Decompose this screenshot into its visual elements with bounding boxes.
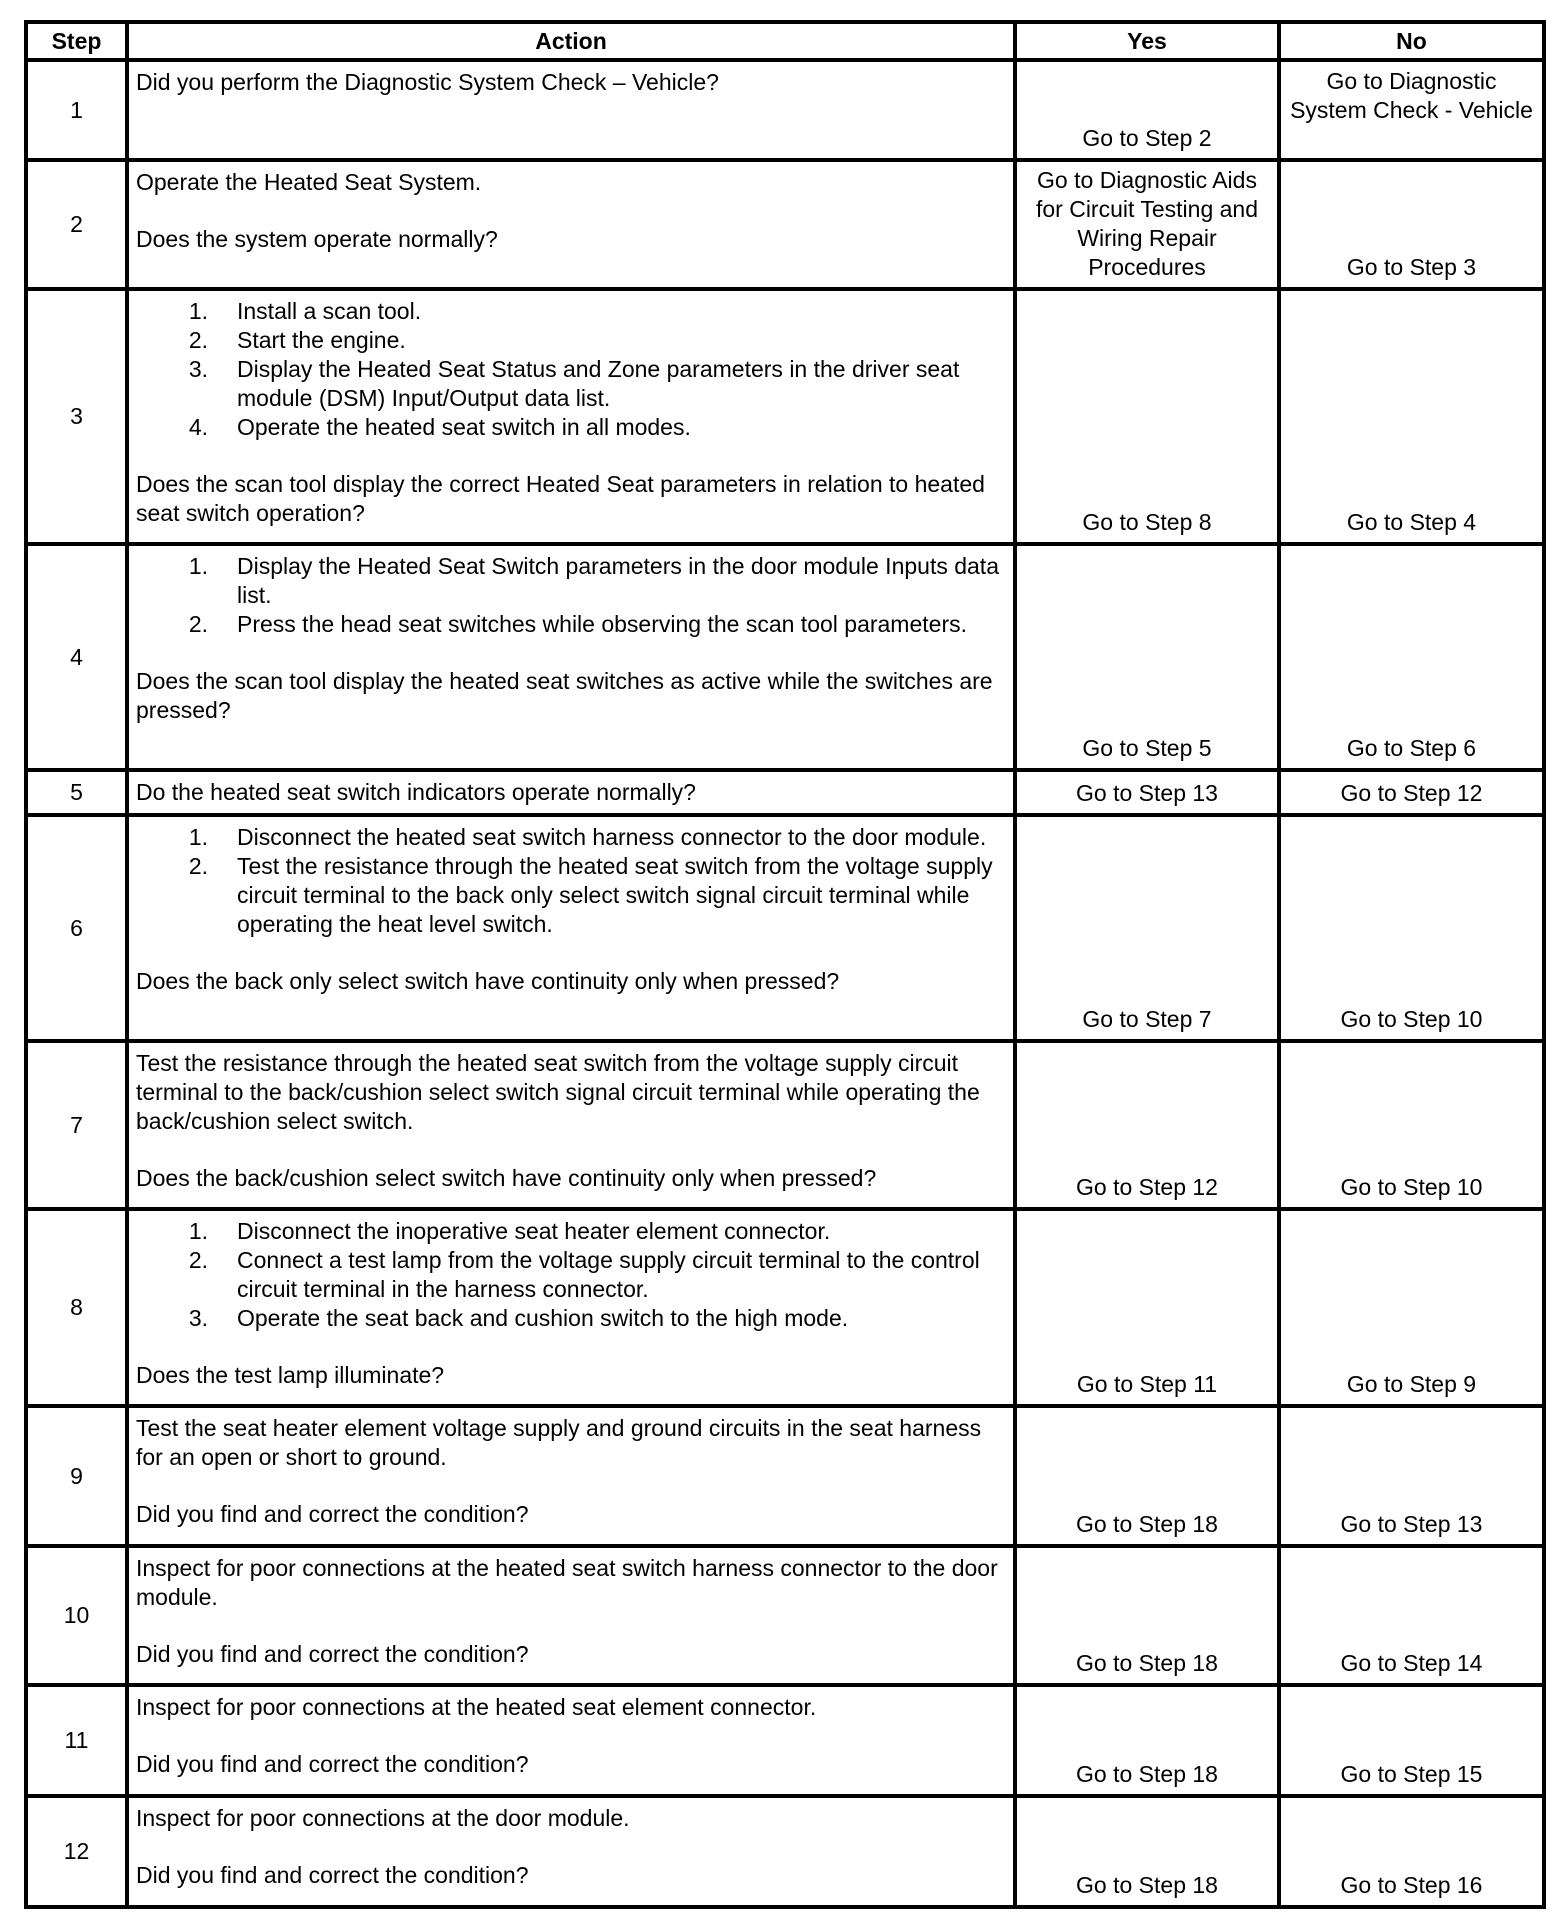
action-question: Does the back/cushion select switch have continuity only when pressed? (136, 1165, 877, 1191)
action-question: Did you find and correct the condition? (136, 1862, 529, 1888)
action-question: Did you find and correct the condition? (136, 1501, 529, 1527)
no-cell: Go to Step 10 (1279, 815, 1544, 1041)
step-number: 10 (26, 1546, 127, 1685)
no-cell: Go to Step 6 (1279, 544, 1544, 770)
yes-cell: Go to Diagnostic Aids for Circuit Testing and Wiring Repair Procedures (1015, 160, 1279, 289)
yes-cell: Go to Step 7 (1015, 815, 1279, 1041)
list-item (136, 326, 1007, 355)
list-item-number: 2. (188, 611, 208, 637)
list-item-number: 2. (188, 1247, 208, 1273)
table-row (26, 770, 1544, 815)
step-number: 11 (26, 1685, 127, 1796)
action-cell (127, 289, 1015, 544)
list-item (136, 610, 1007, 639)
list-item (136, 1246, 1007, 1304)
header-no: No (1279, 22, 1544, 60)
step-number: 3 (26, 289, 127, 544)
yes-cell: Go to Step 18 (1015, 1546, 1279, 1685)
table-row (26, 60, 1544, 160)
yes-cell: Go to Step 5 (1015, 544, 1279, 770)
no-cell: Go to Step 16 (1279, 1796, 1544, 1907)
list-item-text: Connect a test lamp from the voltage supply circuit terminal to the control circuit terminal in the harness connector. (237, 1247, 980, 1302)
action-text: Do the heated seat switch indicators operate normally? (136, 779, 696, 805)
table-row (26, 1041, 1544, 1209)
yes-cell: Go to Step 2 (1015, 60, 1279, 160)
action-question: Does the scan tool display the heated seat switches as active while the switches are pressed? (136, 668, 993, 723)
step-number: 7 (26, 1041, 127, 1209)
step-number: 1 (26, 60, 127, 160)
diagnostic-table (24, 20, 1546, 1909)
no-cell: Go to Step 15 (1279, 1685, 1544, 1796)
step-number: 2 (26, 160, 127, 289)
action-question: Did you find and correct the condition? (136, 1751, 529, 1777)
table-row (26, 1796, 1544, 1907)
table-row (26, 289, 1544, 544)
no-cell: Go to Diagnostic System Check - Vehicle (1279, 60, 1544, 160)
table-row (26, 544, 1544, 770)
table-row (26, 815, 1544, 1041)
no-cell: Go to Step 13 (1279, 1406, 1544, 1546)
action-cell (127, 1796, 1015, 1907)
step-number: 8 (26, 1209, 127, 1406)
list-item (136, 1304, 1007, 1333)
list-item-number: 3. (188, 1305, 208, 1331)
step-number: 12 (26, 1796, 127, 1907)
action-text: Inspect for poor connections at the heated seat element connector. (136, 1694, 817, 1720)
action-cell (127, 60, 1015, 160)
action-cell (127, 815, 1015, 1041)
list-item-number: 2. (188, 327, 208, 353)
action-text: Test the resistance through the heated seat switch from the voltage supply circuit terminal to the back/cushion select switch signal circuit terminal while operating the back/cushion select switch. (136, 1050, 980, 1134)
action-question: Does the test lamp illuminate? (136, 1362, 445, 1388)
action-cell (127, 1041, 1015, 1209)
no-cell: Go to Step 10 (1279, 1041, 1544, 1209)
list-item-text: Disconnect the heated seat switch harness connector to the door module. (237, 824, 987, 850)
header-yes: Yes (1015, 22, 1279, 60)
list-item (136, 552, 1007, 610)
action-question: Does the scan tool display the correct Heated Seat parameters in relation to heated seat switch operation? (136, 471, 985, 526)
header-row (26, 22, 1544, 60)
action-text: Did you perform the Diagnostic System Check – Vehicle? (136, 69, 719, 95)
no-cell: Go to Step 3 (1279, 160, 1544, 289)
list-item-text: Install a scan tool. (237, 298, 422, 324)
action-list (136, 823, 1007, 939)
table-row (26, 1406, 1544, 1546)
list-item (136, 823, 1007, 852)
action-text: Operate the Heated Seat System. (136, 169, 482, 195)
no-cell: Go to Step 9 (1279, 1209, 1544, 1406)
list-item-number: 1. (188, 824, 208, 850)
step-number: 9 (26, 1406, 127, 1546)
action-question: Does the system operate normally? (136, 226, 498, 252)
action-list (136, 1217, 1007, 1333)
header-action: Action (127, 22, 1015, 60)
list-item-text: Press the head seat switches while observing the scan tool parameters. (237, 611, 967, 637)
list-item-number: 1. (188, 1218, 208, 1244)
step-number: 4 (26, 544, 127, 770)
action-cell (127, 1685, 1015, 1796)
step-number: 6 (26, 815, 127, 1041)
list-item-number: 4. (188, 414, 208, 440)
action-cell (127, 770, 1015, 815)
action-cell (127, 1546, 1015, 1685)
header-step: Step (26, 22, 127, 60)
yes-cell: Go to Step 13 (1015, 770, 1279, 815)
list-item-text: Operate the seat back and cushion switch to the high mode. (237, 1305, 849, 1331)
list-item-text: Display the Heated Seat Switch parameters in the door module Inputs data list. (237, 553, 999, 608)
list-item-number: 2. (188, 853, 208, 879)
action-list (136, 552, 1007, 639)
list-item (136, 1217, 1007, 1246)
table-row (26, 160, 1544, 289)
yes-cell: Go to Step 8 (1015, 289, 1279, 544)
action-question: Did you find and correct the condition? (136, 1641, 529, 1667)
action-text: Inspect for poor connections at the door module. (136, 1805, 630, 1831)
step-number: 5 (26, 770, 127, 815)
no-cell: Go to Step 14 (1279, 1546, 1544, 1685)
yes-cell: Go to Step 11 (1015, 1209, 1279, 1406)
list-item (136, 297, 1007, 326)
action-cell (127, 1406, 1015, 1546)
action-text: Test the seat heater element voltage supply and ground circuits in the seat harness for an open or short to ground. (136, 1415, 982, 1470)
list-item-number: 3. (188, 356, 208, 382)
action-question: Does the back only select switch have continuity only when pressed? (136, 968, 840, 994)
list-item-number: 1. (188, 298, 208, 324)
yes-cell: Go to Step 18 (1015, 1796, 1279, 1907)
no-cell: Go to Step 4 (1279, 289, 1544, 544)
list-item-text: Disconnect the inoperative seat heater element connector. (237, 1218, 831, 1244)
yes-cell: Go to Step 18 (1015, 1406, 1279, 1546)
action-cell (127, 544, 1015, 770)
table-row (26, 1546, 1544, 1685)
table-row (26, 1209, 1544, 1406)
list-item (136, 852, 1007, 939)
list-item (136, 413, 1007, 442)
list-item-text: Start the engine. (237, 327, 406, 353)
yes-cell: Go to Step 12 (1015, 1041, 1279, 1209)
list-item-text: Display the Heated Seat Status and Zone parameters in the driver seat module (DSM) Input/Output data list. (237, 356, 960, 411)
table-row (26, 1685, 1544, 1796)
action-cell (127, 1209, 1015, 1406)
list-item (136, 355, 1007, 413)
no-cell: Go to Step 12 (1279, 770, 1544, 815)
action-list (136, 297, 1007, 442)
list-item-text: Test the resistance through the heated seat switch from the voltage supply circuit terminal to the back only select switch signal circuit terminal while operating the heat level switch. (237, 853, 993, 937)
action-text: Inspect for poor connections at the heated seat switch harness connector to the door module. (136, 1555, 998, 1610)
yes-cell: Go to Step 18 (1015, 1685, 1279, 1796)
list-item-text: Operate the heated seat switch in all modes. (237, 414, 691, 440)
action-cell (127, 160, 1015, 289)
list-item-number: 1. (188, 553, 208, 579)
